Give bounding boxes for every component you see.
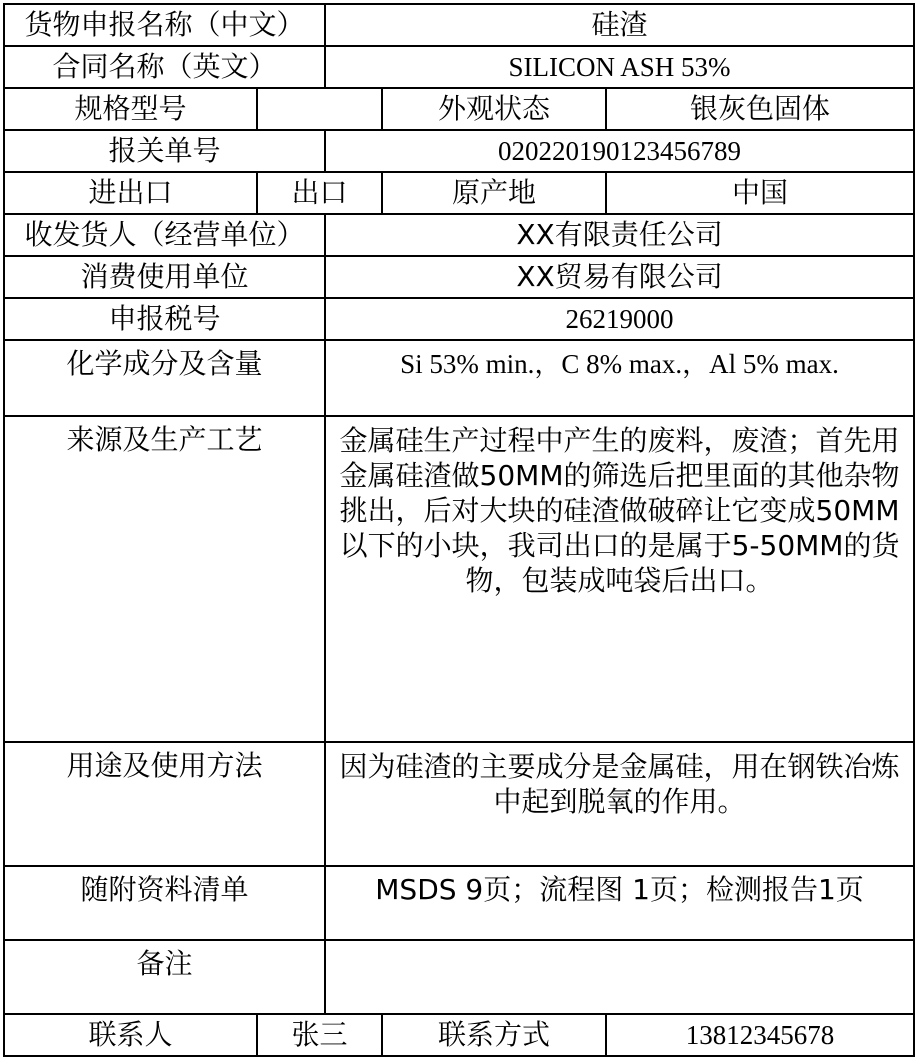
composition-value: Si 53% min.，C 8% max.，Al 5% max. <box>325 340 914 416</box>
usage-label: 用途及使用方法 <box>4 742 325 866</box>
row-attachments <box>4 866 914 940</box>
consumer-value: XX贸易有限公司 <box>325 256 914 298</box>
tax-code-value: 26219000 <box>325 298 914 340</box>
row-tax-code <box>4 298 914 340</box>
process-value: 金属硅生产过程中产生的废料，废渣；首先用金属硅渣做50MM的筛选后把里面的其他杂物挑出，后对大块的硅渣做破碎让它变成50MM以下的小块，我司出口的是属于5-50MM的货物，包装成吨袋后出口。 <box>325 416 914 742</box>
row-process <box>4 416 914 742</box>
row-consumer <box>4 256 914 298</box>
row-declaration-no <box>4 130 914 172</box>
row-import-export <box>4 172 914 214</box>
import-export-value: 出口 <box>257 172 382 214</box>
import-export-label: 进出口 <box>4 172 257 214</box>
appearance-value: 银灰色固体 <box>606 88 914 130</box>
remarks-label: 备注 <box>4 940 325 1014</box>
origin-label: 原产地 <box>382 172 606 214</box>
goods-name-cn-label: 货物申报名称（中文） <box>4 4 325 46</box>
declaration-form <box>3 3 915 1057</box>
tax-code-label: 申报税号 <box>4 298 325 340</box>
declaration-no-value: 020220190123456789 <box>325 130 914 172</box>
row-usage <box>4 742 914 866</box>
contact-label: 联系人 <box>4 1014 257 1056</box>
declaration-no-label: 报关单号 <box>4 130 325 172</box>
composition-label: 化学成分及含量 <box>4 340 325 416</box>
row-spec <box>4 88 914 130</box>
consignor-value: XX有限责任公司 <box>325 214 914 256</box>
row-contract-name-en <box>4 46 914 88</box>
attachments-label: 随附资料清单 <box>4 866 325 940</box>
row-contact <box>4 1014 914 1056</box>
usage-value: 因为硅渣的主要成分是金属硅，用在钢铁冶炼中起到脱氧的作用。 <box>325 742 914 866</box>
row-remarks <box>4 940 914 1014</box>
spec-label: 规格型号 <box>4 88 257 130</box>
origin-value: 中国 <box>606 172 914 214</box>
contact-method-value: 13812345678 <box>606 1014 914 1056</box>
row-goods-name-cn <box>4 4 914 46</box>
goods-name-cn-value: 硅渣 <box>325 4 914 46</box>
row-composition <box>4 340 914 416</box>
contract-name-en-value: SILICON ASH 53% <box>325 46 914 88</box>
consumer-label: 消费使用单位 <box>4 256 325 298</box>
remarks-value <box>325 940 914 1014</box>
contract-name-en-label: 合同名称（英文） <box>4 46 325 88</box>
spec-value <box>257 88 382 130</box>
process-label: 来源及生产工艺 <box>4 416 325 742</box>
appearance-label: 外观状态 <box>382 88 606 130</box>
attachments-value: MSDS 9页；流程图 1页；检测报告1页 <box>325 866 914 940</box>
contact-method-label: 联系方式 <box>382 1014 606 1056</box>
contact-value: 张三 <box>257 1014 382 1056</box>
consignor-label: 收发货人（经营单位） <box>4 214 325 256</box>
row-consignor <box>4 214 914 256</box>
